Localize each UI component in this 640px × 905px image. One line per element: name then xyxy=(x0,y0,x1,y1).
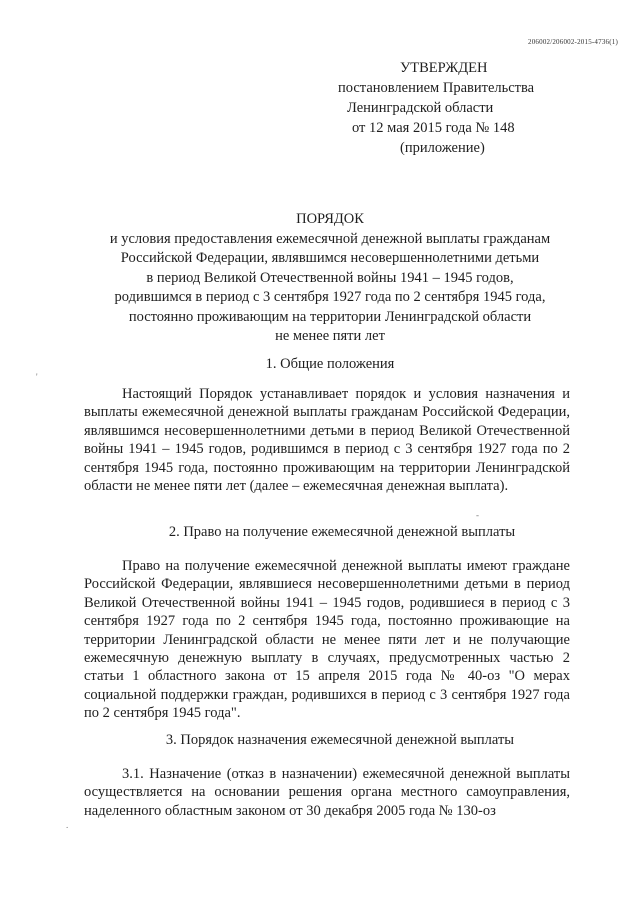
title-line: и условия предоставления ежемесячной денежной выплаты гражданам xyxy=(109,230,551,247)
section-heading: 3. Порядок назначения ежемесячной денежной выплаты xyxy=(165,732,515,748)
title-line: Российской Федерации, являвшимся несовершеннолетними детьми xyxy=(120,250,540,266)
document-title xyxy=(80,210,580,347)
title-line: не менее пяти лет xyxy=(275,328,385,344)
approval-line: (приложение) xyxy=(400,140,485,156)
title-line: постоянно проживающим на территории Ленинградской области xyxy=(128,308,532,325)
approval-line: от 12 мая 2015 года № 148 xyxy=(352,120,515,136)
title-line: в период Великой Отечественной войны 1941 – 1945 годов, xyxy=(146,269,514,286)
scan-speck: ' xyxy=(36,372,38,382)
approval-title: УТВЕРЖДЕН xyxy=(400,60,488,76)
title-line: родившимся в период с 3 сентября 1927 года по 2 сентября 1945 года, xyxy=(114,289,546,305)
section-heading: 1. Общие положения xyxy=(265,356,395,372)
title-main: ПОРЯДОК xyxy=(296,211,364,227)
section-paragraph: Настоящий Порядок устанавливает порядок и условия назначения и выплаты ежемесячной денежной выплаты гражданам Российской Федерации, являвшимся несовершеннолетними детьми в период Великой Отечественной войны 1941 – 1945 годов, родившимся в период с 3 сентября 1927 года по 2 сентября 1945 года, постоянно проживающим на территории Ленинградской области не менее пяти лет (далее – ежемесячная денежная выплата). xyxy=(84,386,570,495)
section-paragraph: 3.1. Назначение (отказ в назначении) ежемесячной денежной выплаты осуществляется на основании решения органа местного самоуправления, наделенного областным законом от 30 декабря 2005 года № 130-оз xyxy=(84,766,570,819)
section-heading: 2. Право на получение ежемесячной денежной выплаты xyxy=(168,524,516,540)
section-paragraph: Право на получение ежемесячной денежной выплаты имеют граждане Российской Федерации, являвшиеся несовершеннолетними детьми в период Великой Отечественной войны 1941 – 1945 годов, родившиеся в период с 3 сентября 1927 года по 2 сентября 1945 года, постоянно проживающие на территории Ленинградской области не менее пяти лет и не получающие ежемесячную денежную выплату в случаях, предусмотренных частью 2 статьи 1 областного закона от 15 апреля 2015 года № 40-оз "О мерах социальной поддержки граждан, родившихся в период с 3 сентября 1927 года по 2 сентября 1945 года". xyxy=(84,558,570,722)
document-id: 206002/206002-2015-4736(1) xyxy=(528,38,618,46)
approval-stamp xyxy=(338,58,598,158)
scan-speck: - xyxy=(476,510,479,520)
scan-speck: . xyxy=(66,820,69,830)
approval-line: постановлением Правительства xyxy=(338,80,535,96)
approval-line: Ленинградской области xyxy=(347,100,494,116)
